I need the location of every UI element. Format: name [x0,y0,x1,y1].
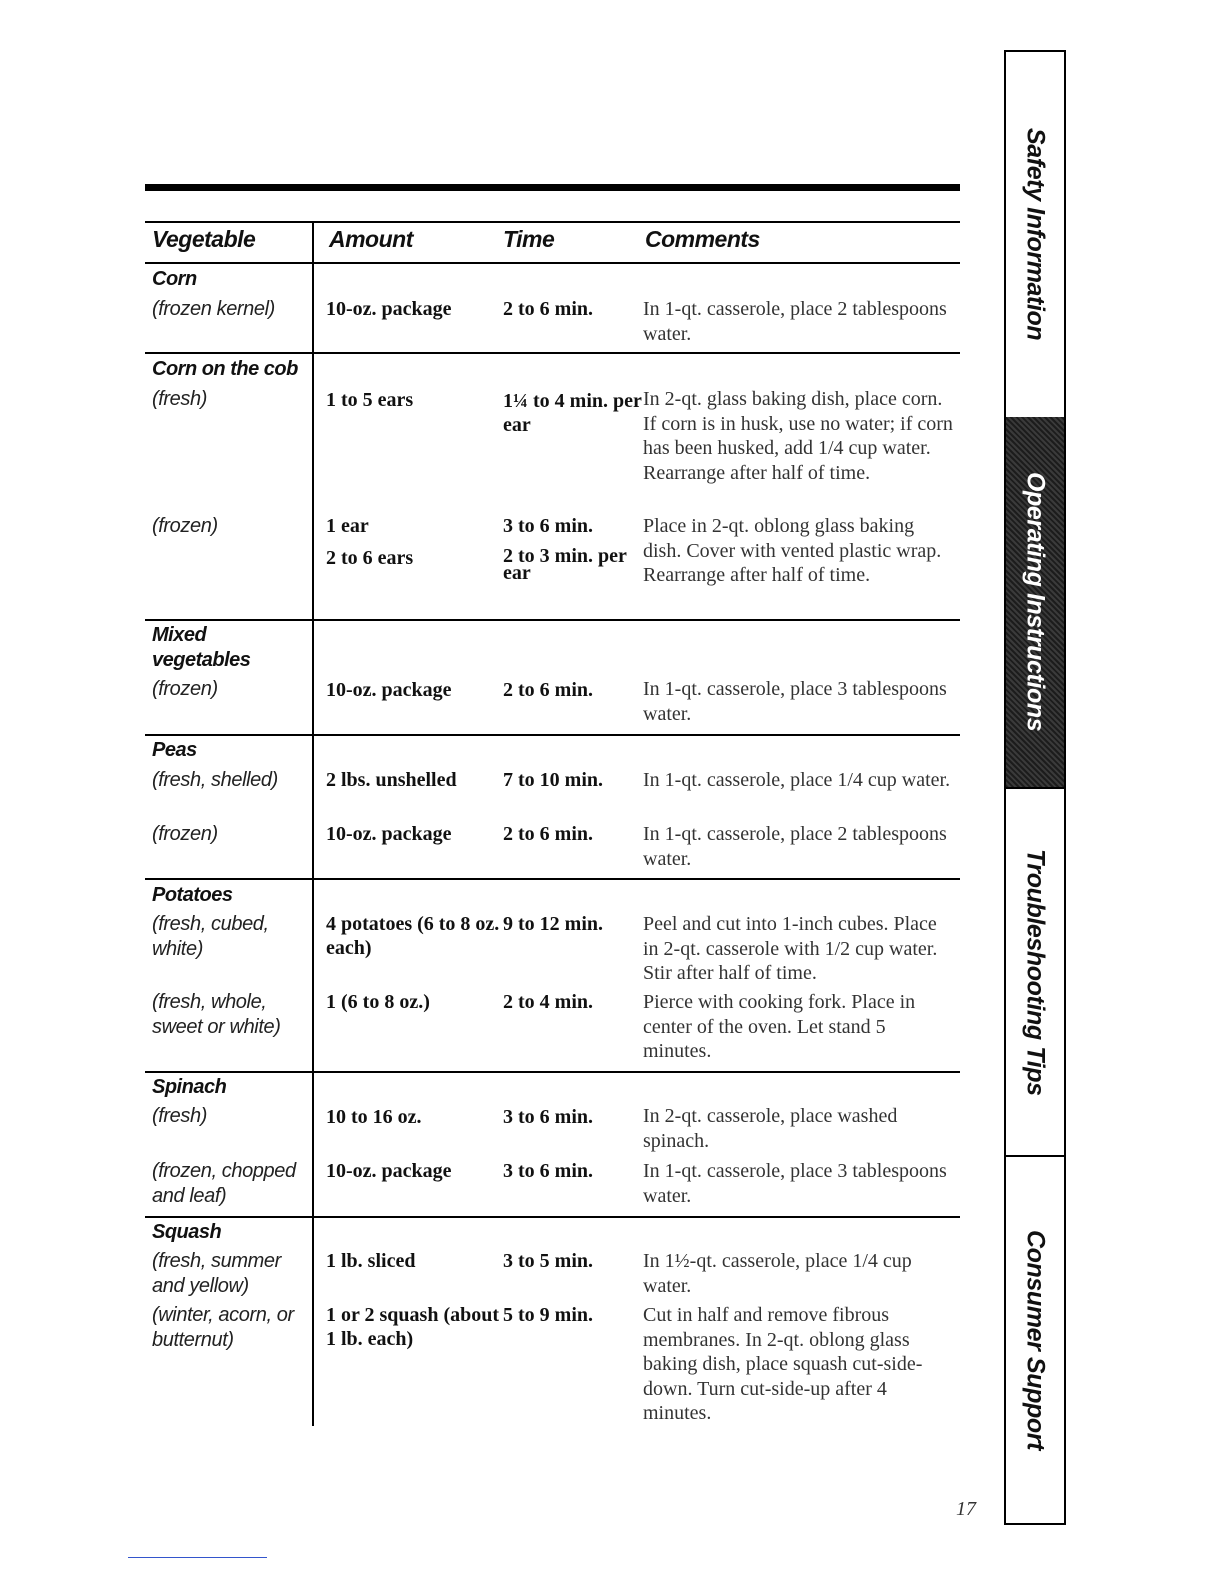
veg-sub: (winter, acorn, or butternut) [152,1304,294,1351]
veg-title-spinach: Spinach [152,1076,227,1098]
veg-sub: (fresh, summer and yellow) [152,1250,281,1297]
veg-title-mixed: Mixed vegetables [152,624,251,671]
tab-label: Operating Instructions [1021,472,1050,732]
amount-cell: 1 (6 to 8 oz.) [326,991,430,1013]
amount-cell: 1 lb. sliced [326,1250,416,1272]
comment-cell: In 2-qt. casserole, place washed spinach. [643,1105,898,1152]
time-cell: 3 to 6 min. [503,515,593,537]
amount-cell: 2 lbs. unshelled [326,769,457,791]
group-rule [145,1216,960,1218]
time-cell: 2 to 6 min. [503,298,593,320]
amount-cell: 10-oz. package [326,679,452,701]
veg-sub: (frozen, chopped and leaf) [152,1160,296,1207]
comment-cell: Cut in half and remove fibrous membranes. In 2-qt. oblong glass baking dish, place squash cut-side-down. Turn cut-side-up after 4 minutes. [643,1304,923,1424]
comment-cell: Peel and cut into 1-inch cubes. Place in 2-qt. casserole with 1/2 cup water. Stir after half of time. [643,913,938,984]
tab-consumer-support[interactable] [1006,1157,1064,1523]
amount-cell: 10 to 16 oz. [326,1106,422,1128]
time-cell: 9 to 12 min. [503,913,603,935]
veg-title-corn-cob: Corn on the cob [152,358,298,380]
time-cell: 2 to 4 min. [503,991,593,1013]
page-number: 17 [956,1498,976,1520]
veg-title-squash: Squash [152,1221,222,1243]
time-cell: 5 to 9 min. [503,1304,593,1326]
amount-cell: 1 ear [326,515,369,537]
time-cell: 2 to 6 min. [503,823,593,845]
veg-sub: (fresh) [152,388,207,410]
time-cell: 2 to 3 min. per ear [503,545,627,584]
time-cell: 3 to 6 min. [503,1160,593,1182]
time-cell: 3 to 5 min. [503,1250,593,1272]
header-amount: Amount [329,226,413,252]
column-divider [312,222,314,1426]
group-rule [145,1071,960,1073]
group-rule [145,878,960,880]
tab-safety-information[interactable] [1006,52,1064,417]
comment-cell: In 1-qt. casserole, place 3 tablespoons water. [643,1160,947,1207]
time-cell: 1¼ to 4 min. per ear [503,390,642,436]
veg-sub: (fresh) [152,1105,207,1127]
header-bottom-line [145,262,960,264]
veg-sub: (fresh, cubed, white) [152,913,269,960]
amount-cell: 4 potatoes (6 to 8 oz. each) [326,913,500,959]
top-rule [145,184,960,191]
veg-title-potatoes: Potatoes [152,884,233,906]
tab-label: Consumer Support [1021,1230,1050,1450]
time-cell: 3 to 6 min. [503,1106,593,1128]
veg-sub: (fresh, whole, sweet or white) [152,991,281,1038]
time-cell: 2 to 6 min. [503,679,593,701]
header-vegetable: Vegetable [152,226,256,252]
veg-sub: (fresh, shelled) [152,769,278,791]
amount-cell: 10-oz. package [326,1160,452,1182]
comment-cell: Pierce with cooking fork. Place in center of the oven. Let stand 5 minutes. [643,991,916,1062]
amount-cell: 10-oz. package [326,298,452,320]
group-rule [145,619,960,621]
veg-sub: (frozen) [152,678,218,700]
amount-cell: 1 or 2 squash (about 1 lb. each) [326,1304,500,1350]
veg-title-corn: Corn [152,268,197,290]
comment-cell: In 1-qt. casserole, place 2 tablespoons water. [643,823,947,870]
veg-sub: (frozen kernel) [152,298,275,320]
amount-cell: 2 to 6 ears [326,547,414,569]
comment-cell: In 1-qt. casserole, place 2 tablespoons water. [643,298,947,345]
amount-cell: 1 to 5 ears [326,389,414,411]
tab-label: Troubleshooting Tips [1021,848,1050,1096]
tab-operating-instructions[interactable] [1006,417,1064,787]
comment-cell: In 1½-qt. casserole, place 1/4 cup water. [643,1250,912,1297]
comment-cell: In 1-qt. casserole, place 1/4 cup water. [643,769,951,791]
header-time: Time [503,226,555,252]
bottom-underline [128,1557,267,1558]
veg-title-peas: Peas [152,739,197,761]
time-cell: 7 to 10 min. [503,769,603,791]
header-comments: Comments [645,226,760,252]
comment-cell: In 1-qt. casserole, place 3 tablespoons water. [643,678,947,725]
comment-cell: Place in 2-qt. oblong glass baking dish. Cover with vented plastic wrap. Rearrange after half of time. [643,515,942,586]
amount-cell: 10-oz. package [326,823,452,845]
tab-troubleshooting-tips[interactable] [1006,789,1064,1155]
comment-cell: In 2-qt. glass baking dish, place corn. If corn is in husk, use no water; if corn has been husked, add 1/4 cup water. Rearrange after half of time. [643,388,953,484]
veg-sub: (frozen) [152,515,218,537]
group-rule [145,734,960,736]
veg-sub: (frozen) [152,823,218,845]
header-top-line [145,221,960,223]
tab-label: Safety Information [1021,128,1050,341]
group-rule [145,352,960,354]
